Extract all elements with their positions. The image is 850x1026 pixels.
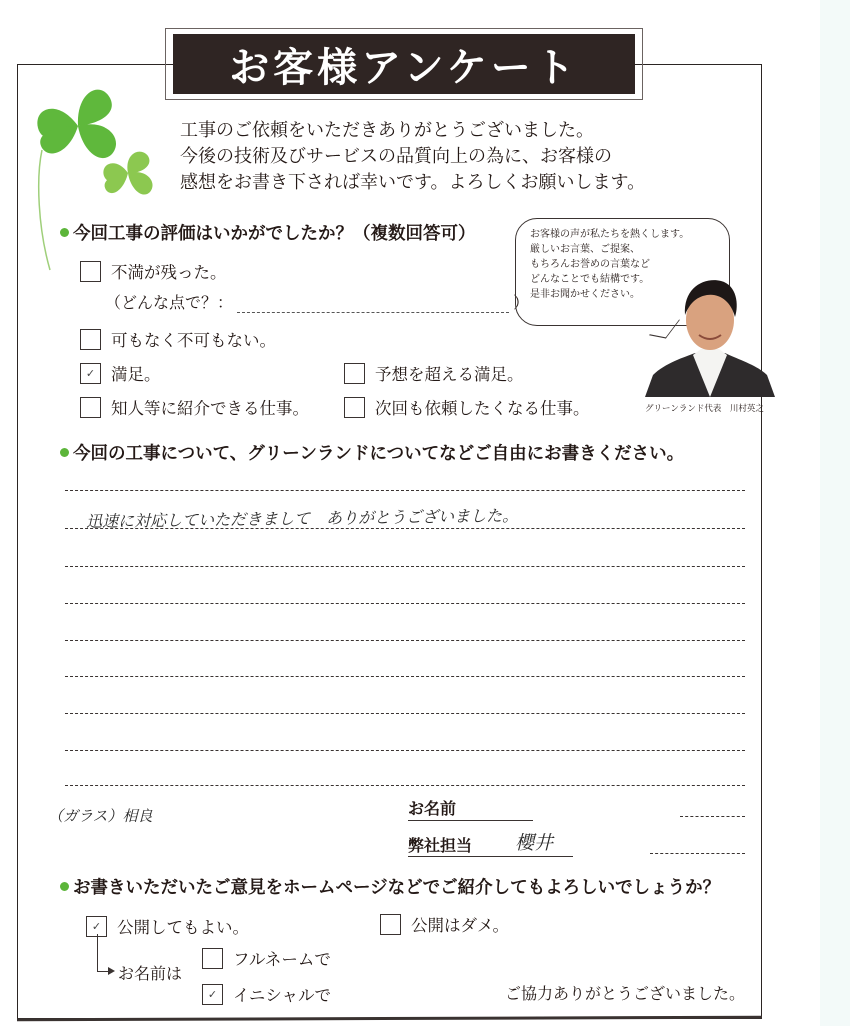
detail-prefix: （どんな点で？：: [105, 293, 234, 312]
option-label: 不満が残った。: [111, 263, 227, 282]
q1-option-exceeded[interactable]: [344, 361, 524, 385]
option-label: 公開はダメ。: [411, 916, 510, 935]
title-banner: [165, 28, 643, 100]
q1-option-satisfied[interactable]: [80, 361, 161, 385]
handwritten-customer-note: （ガラス）相良: [48, 807, 153, 825]
checkbox[interactable]: [344, 363, 365, 384]
option-label: フルネームで: [233, 950, 331, 969]
arrow-right-icon: [108, 967, 115, 975]
name-format-label: お名前は: [118, 964, 183, 983]
handwritten-comment[interactable]: 迅速に対応していただきまして ありがとうございました。: [85, 505, 519, 532]
q3-option-initials[interactable]: [202, 982, 331, 1006]
intro-line-1: 工事のご依頼をいただきありがとうございました。: [180, 120, 594, 141]
option-label: 可もなく不可もない。: [111, 331, 276, 350]
bubble-line: どんなことでも結構です。: [530, 274, 650, 285]
bubble-line: お客様の声が私たちを熱くします。: [530, 229, 690, 240]
intro-text: [180, 118, 645, 196]
checkbox[interactable]: [380, 914, 401, 935]
checkbox[interactable]: [80, 329, 101, 350]
ruled-line: [65, 603, 745, 604]
q1-option-recommend[interactable]: [80, 395, 309, 419]
detail-input-line[interactable]: [237, 298, 509, 313]
checkbox-checked[interactable]: ✓: [80, 363, 101, 384]
intro-line-3: 感想をお書き下されば幸いです。よろしくお願いします。: [180, 172, 646, 193]
q1-option-neutral[interactable]: [80, 327, 276, 351]
ruled-line: [65, 713, 745, 714]
staff-label: 弊社担当: [408, 836, 473, 855]
ruled-line: [65, 490, 745, 491]
bubble-line: 是非お聞かせください。: [530, 289, 640, 300]
q1-heading: [60, 220, 476, 245]
handwritten-staff-name[interactable]: 櫻井: [515, 832, 554, 854]
q3-option-fullname[interactable]: [202, 946, 331, 970]
detail-suffix: ）: [513, 293, 530, 312]
scan-edge-strip: [820, 0, 850, 1026]
q1-option-dissatisfied[interactable]: [80, 259, 227, 283]
q3-option-public-ok[interactable]: [86, 914, 249, 938]
checkbox[interactable]: [344, 397, 365, 418]
checkbox[interactable]: [202, 948, 223, 969]
page-title: お客様アンケート: [173, 34, 635, 94]
option-label: 次回も依頼したくなる仕事。: [375, 399, 590, 418]
ruled-line: [65, 785, 745, 786]
branch-line: [97, 934, 98, 972]
name-underline-right: [680, 816, 745, 817]
q3-heading: [60, 874, 720, 899]
intro-line-2: 今後の技術及びサービスの品質向上の為に、お客様の: [180, 146, 612, 167]
ruled-line: [65, 566, 745, 567]
name-label: お名前: [408, 799, 457, 818]
option-label: 知人等に紹介できる仕事。: [111, 399, 309, 418]
bullet-dot-icon: [60, 448, 69, 457]
bubble-line: 厳しいお言葉、ご提案、: [530, 244, 640, 255]
q3-heading-text: お書きいただいたご意見をホームページなどでご紹介してもよろしいでしょうか？: [73, 878, 721, 898]
representative-caption: グリーンランド代表 川村英之: [645, 404, 764, 414]
ruled-line: [65, 676, 745, 677]
staff-underline-right: [650, 853, 745, 854]
ruled-line: [65, 750, 745, 751]
q3-option-public-no[interactable]: [380, 912, 509, 936]
bullet-dot-icon: [60, 882, 69, 891]
option-label: イニシャルで: [233, 986, 332, 1005]
option-label: 公開してもよい。: [117, 918, 249, 937]
option-label: 予想を超える満足。: [375, 365, 524, 384]
bullet-dot-icon: [60, 228, 69, 237]
ruled-line: [65, 640, 745, 641]
q2-heading-text: 今回の工事について、グリーンランドについてなどご自由にお書きください。: [73, 444, 685, 464]
closing-message: ご協力ありがとうございました。: [505, 984, 746, 1003]
name-underline[interactable]: [408, 820, 533, 821]
checkbox-checked[interactable]: ✓: [202, 984, 223, 1005]
q1-heading-text: 今回工事の評価はいかがでしたか？（複数回答可）: [73, 224, 476, 244]
staff-underline: [408, 856, 573, 857]
checkbox[interactable]: [80, 261, 101, 282]
option-label: 満足。: [111, 365, 161, 384]
checkbox[interactable]: [80, 397, 101, 418]
representative-photo: [645, 275, 775, 397]
q1-option-repeat[interactable]: [344, 395, 590, 419]
bubble-line: もちろんお誉めの言葉など: [530, 259, 650, 270]
checkbox-checked[interactable]: ✓: [86, 916, 107, 937]
q2-heading: [60, 440, 684, 465]
q1-detail-field[interactable]: [105, 290, 529, 313]
